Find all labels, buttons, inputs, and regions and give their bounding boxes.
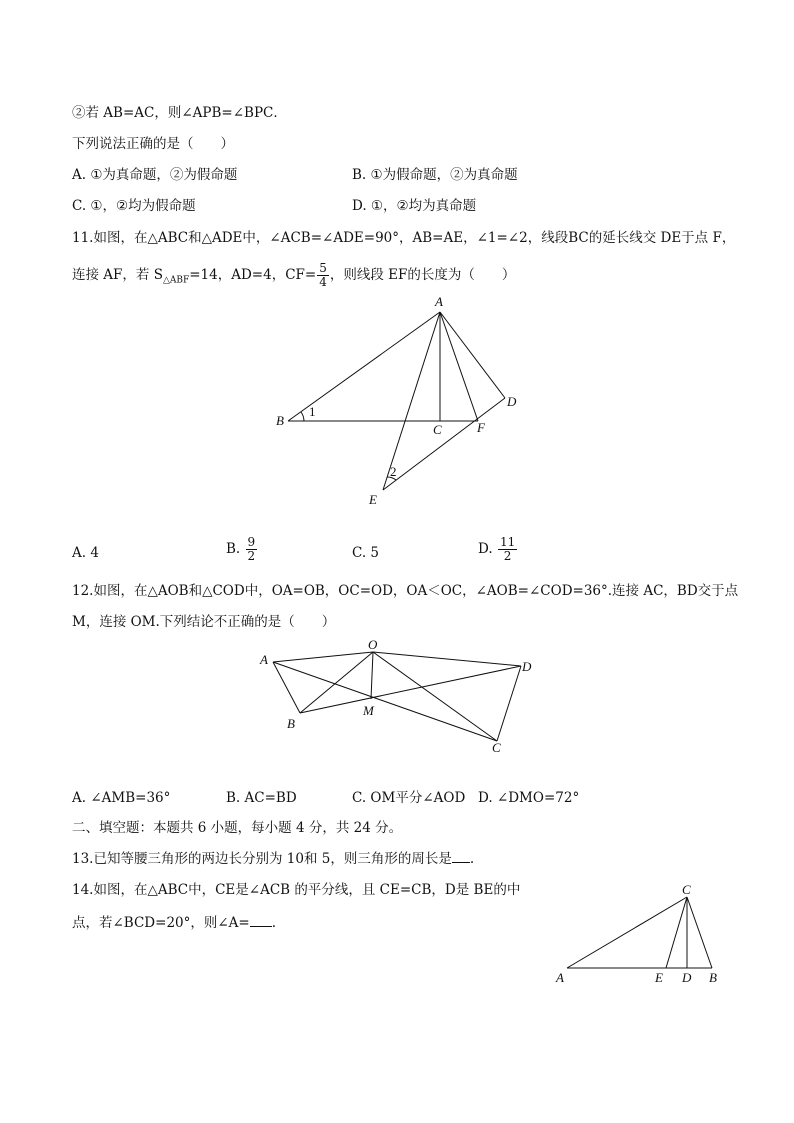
q11-line-2-a: 连接 AF，若 S — [72, 267, 163, 283]
q11-option-d-num: 11 — [499, 535, 516, 549]
q11-option-b-prefix: B. — [226, 541, 241, 557]
q11-line-2-c: ，则线段 EF的长度为（ ） — [329, 267, 516, 283]
q11-label-f: F — [477, 420, 485, 435]
q11-option-d-den: 2 — [503, 549, 512, 563]
q12-label-o: O — [368, 637, 378, 652]
q10-option-b: B. ①为假命题，②为真命题 — [352, 167, 518, 183]
q11-cf-den: 4 — [319, 275, 327, 289]
q11-label-b: B — [276, 413, 284, 428]
q11-label-angle-1: 1 — [309, 404, 316, 419]
q11-option-c: C. 5 — [352, 545, 380, 561]
q11-area-subscript: △ABF — [162, 275, 190, 286]
q12-option-c: C. OM平分∠AOD — [352, 790, 466, 806]
q12-option-d: D. ∠DMO=72° — [478, 790, 580, 806]
q12-label-c: C — [492, 740, 501, 755]
q11-cf-num: 5 — [319, 261, 327, 275]
q14-label-b: B — [709, 970, 717, 985]
q11-label-angle-2: 2 — [390, 464, 397, 479]
q10-statement-2: ②若 AB=AC，则∠APB=∠BPC． — [72, 105, 287, 121]
q14-label-d: D — [682, 970, 692, 985]
q14-label-e: E — [655, 970, 663, 985]
q11-label-d: D — [507, 394, 517, 409]
q11-option-a: A. 4 — [72, 545, 99, 561]
q12-option-b: B. AC=BD — [226, 790, 297, 806]
q13-end: . — [469, 851, 475, 867]
q11-option-b-num: 9 — [247, 535, 256, 549]
q12-line-1: 12.如图，在△AOB和△COD中，OA=OB，OC=OD，OA＜OC，∠AOB=∠COD=36°.连接 AC，BD交于点 — [72, 583, 739, 599]
q11-label-e: E — [369, 492, 377, 507]
q14-line-2-body: 点，若∠BCD=20°，则∠A= — [72, 915, 250, 931]
q11-line-2-b: =14，AD=4，CF= — [189, 267, 317, 283]
q12-label-a: A — [260, 652, 268, 667]
q11-line-1: 11.如图，在△ABC和△ADE中，∠ACB=∠ADE=90°，AB=AE，∠1=∠2，线段BC的延长线交 DE于点 F， — [72, 230, 736, 246]
q14-line-1: 14.如图，在△ABC中，CE是∠ACB 的平分线，且 CE=CB，D是 BE的中 — [72, 882, 521, 898]
q11-option-b-den: 2 — [247, 549, 256, 563]
q12-option-a: A. ∠AMB=36° — [72, 790, 171, 806]
q10-option-c: C. ①，②均为假命题 — [72, 198, 196, 214]
q12-line-2: M，连接 OM.下列结论不正确的是（ ） — [72, 614, 336, 630]
q12-label-b: B — [287, 716, 295, 731]
q14-segment-cb — [687, 897, 712, 968]
q14-line-2-end: . — [271, 915, 277, 931]
q11-label-a: A — [435, 294, 443, 309]
q12-label-d: D — [522, 659, 532, 674]
q10-option-d: D. ①，②均为真命题 — [352, 198, 477, 214]
q14-label-a: A — [556, 970, 564, 985]
q11-label-c: C — [433, 422, 442, 437]
q12-label-m: M — [363, 703, 374, 718]
section-2-heading: 二、填空题：本题共 6 小题，每小题 4 分，共 24 分。 — [72, 820, 403, 836]
q13-body: 13.已知等腰三角形的两边长分别为 10和 5，则三角形的周长是 — [72, 851, 452, 867]
q14-label-c: C — [682, 882, 691, 897]
q10-option-a: A. ①为真命题，②为假命题 — [72, 167, 238, 183]
q11-option-d-prefix: D. — [478, 541, 493, 557]
q10-prompt: 下列说法正确的是（ ） — [72, 136, 234, 152]
